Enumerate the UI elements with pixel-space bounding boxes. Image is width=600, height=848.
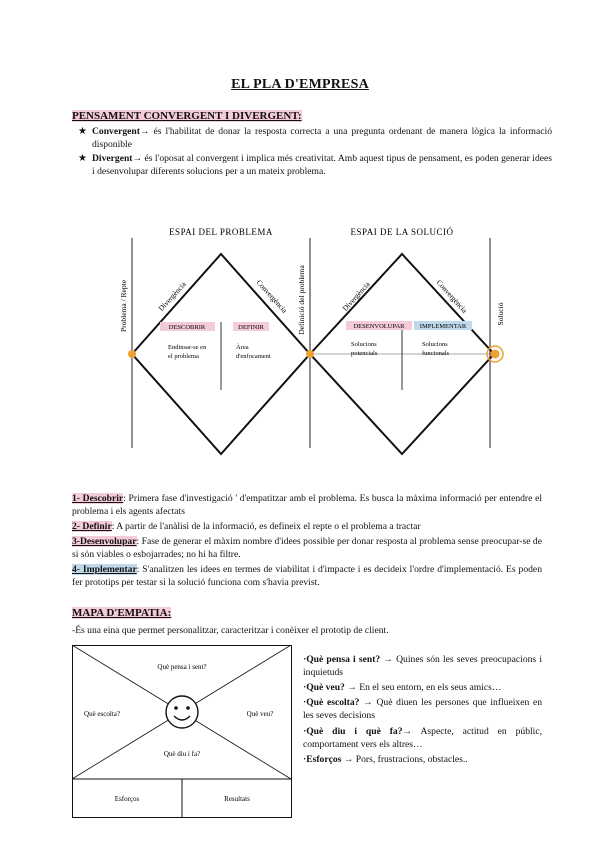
phase-text: : Fase de generar el màxim nombre d'idees possible per donar resposta al problema sense preocupar-se de si són viables o esbojarrades; no hi ha filtre. [72,536,542,560]
double-diamond-diagram [110,218,520,468]
define-sub-1: Àrea [236,344,249,351]
map-efforts-label: Esforços [114,795,140,803]
smiley-eye-left [174,706,178,710]
problem-definition-label: Definició del problema [297,265,306,335]
phase-text: : S'analitzen les idees en termes de viabilitat i d'impacte i es decideix l'ordre d'implementació. Es poden fer prototips per testar si la solució funciona com s'havia previst. [72,564,542,588]
note-term: ·Què diu i què fa? [303,726,403,737]
map-results-label: Resultats [224,795,250,803]
implement-sub-2: funcionals [422,350,450,357]
note-text: → Pors, frustracions, obstacles.. [341,754,468,765]
note-term: ·Esforços [303,754,342,765]
note-text: → Què diuen les persones que influeixen en les seves decisions [303,697,543,721]
develop-sub-2: potencials [351,350,378,357]
note-term: ·Què pensa i sent? [303,654,381,665]
map-see-label: Què veu? [246,710,274,718]
note-term: ·Què veu? [303,682,345,693]
phase-label: 1- Descobrir [72,493,124,504]
phase-label: 2- Definir [72,521,112,532]
note-text: → Aspecte, actitud en públic, comportament vers els altres… [303,726,542,750]
map-think-label: Què pensa i sent? [157,663,207,671]
bullet-convergent [78,125,552,151]
divergence-label-1: Divergència [156,279,188,313]
note-text: → Quines són les seves preocupacions i inquietuds [303,654,542,678]
note-term: ·Què escolta? [303,697,360,708]
smiley-eye-right [186,706,190,710]
bullet-text: → és l'oposat al convergent i implica més creativitat. Amb aquest tipus de pensament, es poden generar idees i desenvolupar diferents solucions per a un mateix problema. [92,153,552,177]
bullet-term: Convergent [92,126,140,137]
smiley-face-icon [166,696,198,728]
develop-label: DESENVOLUPAR [353,323,405,330]
divergence-label-2: Divergència [340,279,372,313]
space-solution-title: ESPAI DE LA SOLUCIÓ [350,227,454,237]
bullet-term: Divergent [92,153,133,164]
mid-dot [306,350,314,358]
convergence-label-2: Convergència [434,277,470,315]
phase-1 [72,492,542,518]
map-note-hear [303,696,542,722]
star-icon: ★ [78,153,87,164]
phase-3 [72,535,542,561]
map-note-see [303,681,542,694]
phase-label: 3-Desenvolupar [72,536,137,547]
map-say-label: Què diu i fa? [163,750,201,758]
define-label: DEFINIR [238,324,264,331]
phase-text: : Primera fase d'investigació ' d'empatitzar amb el problema. Es busca la màxima informació per entendre el problema i els agents afectats [72,493,542,517]
phase-4 [72,563,542,589]
map-note-efforts [303,753,542,766]
map-hear-label: Què escolta? [84,710,120,718]
star-icon: ★ [78,126,87,137]
develop-sub-1: Solucions [351,341,377,348]
problem-repte-label: Problema / Repte [119,279,128,333]
discover-sub-1: Endinsar-se en [168,344,207,351]
solution-label: Solució [496,302,505,326]
section-heading-thinking: PENSAMENT CONVERGENT I DIVERGENT: [72,110,302,122]
note-text: → En el seu entorn, en els seus amics… [344,682,502,693]
phase-label: 4- Implementar [72,564,137,575]
bullet-divergent [78,152,552,178]
convergence-label-1: Convergència [254,277,290,315]
phase-text: : A partir de l'anàlisi de la informació, es defineix el repte o el problema a tractar [111,521,421,532]
map-note-think [303,653,542,679]
empathy-map [72,645,292,818]
discover-sub-2: el problema [168,353,199,360]
end-dot [491,350,500,359]
start-dot [128,350,136,358]
empathy-intro: -És una eina que permet personalitzar, caracteritzar i conèixer el prototip de client. [72,625,389,636]
define-sub-2: d'enfocament [236,353,271,360]
phase-2 [72,520,542,533]
map-note-say [303,725,542,751]
section-heading-empathy: MAPA D'EMPATIA: [72,607,172,619]
space-problem-title: ESPAI DEL PROBLEMA [169,227,273,237]
implement-label: IMPLEMENTAR [419,323,467,330]
bullet-text: → és l'habilitat de donar la resposta correcta a una pregunta ordenant de manera lògica la informació disponible [92,126,552,150]
page-title: EL PLA D'EMPRESA [231,77,369,92]
implement-sub-1: Solucions [422,341,448,348]
discover-label: DESCOBRIR [168,324,206,331]
